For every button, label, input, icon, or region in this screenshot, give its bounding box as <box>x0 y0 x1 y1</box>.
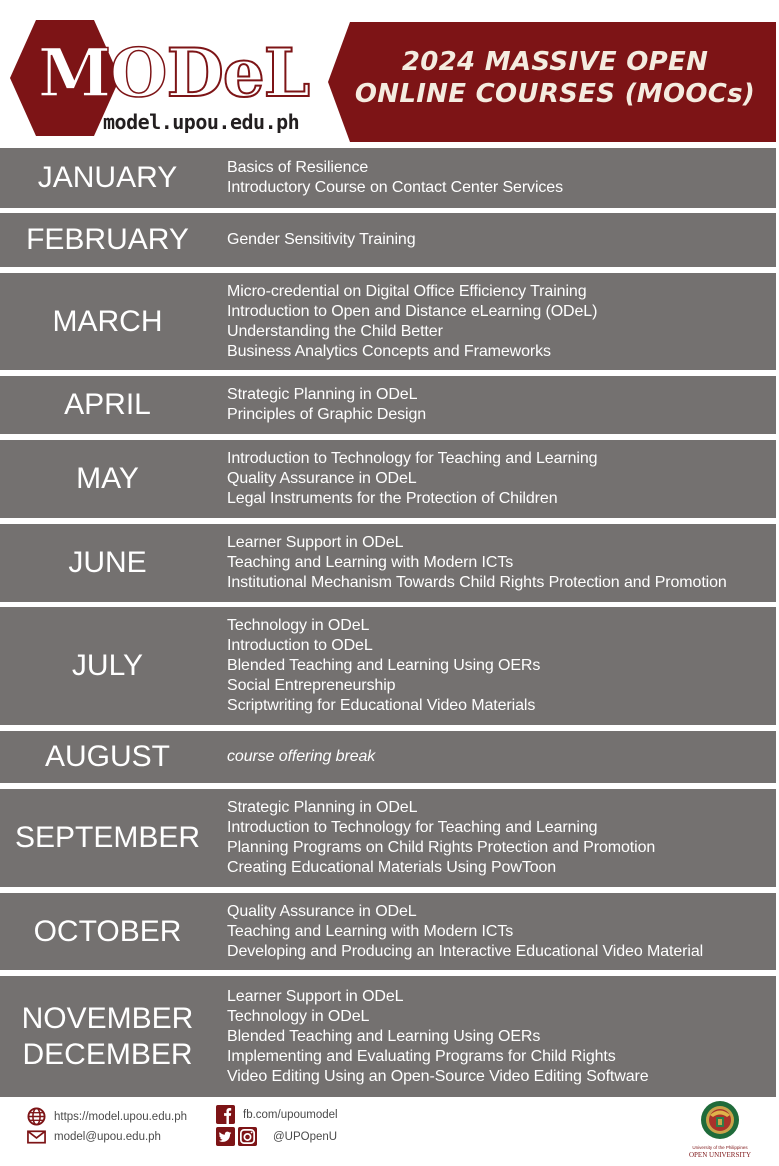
course-list <box>227 524 727 602</box>
website-url: https://model.upou.edu.ph <box>54 1110 187 1123</box>
course-list <box>227 789 655 887</box>
course-list <box>227 976 649 1097</box>
month-label: JULY <box>71 649 144 682</box>
course-item: Quality Assurance in ODeL <box>227 902 417 920</box>
course-break-note: course offering break <box>227 748 376 765</box>
course-list <box>227 376 426 434</box>
instagram-icon[interactable] <box>238 1127 257 1146</box>
course-list <box>227 440 597 518</box>
email-link[interactable] <box>27 1130 161 1144</box>
month-row-september <box>0 789 776 887</box>
course-item: Introduction to Technology for Teaching and Learning <box>227 450 598 467</box>
university-seal-icon <box>700 1100 740 1140</box>
course-item: Technology in ODeL <box>227 1007 370 1025</box>
facebook-link[interactable] <box>216 1105 338 1124</box>
course-item: Basics of Resilience <box>227 159 369 176</box>
course-item: Teaching and Learning with Modern ICTs <box>227 554 514 571</box>
course-item: Introductory Course on Contact Center Services <box>227 179 564 196</box>
month-label: JUNE <box>68 546 147 579</box>
course-item: Scriptwriting for Educational Video Materials <box>227 697 536 714</box>
course-item: Introduction to ODeL <box>227 637 373 654</box>
course-item: Teaching and Learning with Modern ICTs <box>227 922 514 940</box>
course-item: Legal Instruments for the Protection of Children <box>227 490 558 507</box>
title-line-1: 2024 MASSIVE OPEN <box>401 47 709 77</box>
course-item: Learner Support in ODeL <box>227 987 404 1005</box>
course-item: Quality Assurance in ODeL <box>227 470 417 487</box>
course-item: Video Editing Using an Open-Source Video Editing Software <box>227 1067 649 1085</box>
seal-caption-university: University of the Philippines <box>692 1145 748 1150</box>
month-label: AUGUST <box>44 740 170 773</box>
course-item: Strategic Planning in ODeL <box>227 386 418 403</box>
course-item: Introduction to Technology for Teaching and Learning <box>227 819 598 836</box>
month-label: FEBRUARY <box>26 223 189 256</box>
course-list <box>227 148 563 208</box>
month-label-december: DECEMBER <box>22 1037 193 1071</box>
seal-caption-open-university: OPEN UNIVERSITY <box>688 1151 752 1159</box>
month-label: OCTOBER <box>33 914 182 948</box>
month-label: MAY <box>76 462 139 495</box>
month-row-february <box>0 213 776 267</box>
email-address: model@upou.edu.ph <box>54 1131 161 1143</box>
course-list <box>227 607 540 725</box>
model-logo-wordmark <box>38 34 310 112</box>
up-open-university-seal <box>686 1100 754 1162</box>
logo-text-del: DeL <box>166 34 310 112</box>
month-row-august <box>0 731 776 783</box>
month-label: SEPTEMBER <box>14 821 201 854</box>
facebook-icon <box>216 1105 235 1124</box>
course-item: Implementing and Evaluating Programs for Child Rights <box>227 1047 616 1065</box>
course-item: Technology in ODeL <box>227 617 370 634</box>
title-line-2: ONLINE COURSES (MOOCs) <box>354 79 756 109</box>
course-item: Business Analytics Concepts and Frameworks <box>227 342 551 360</box>
course-item: Strategic Planning in ODeL <box>227 799 418 816</box>
course-item: Developing and Producing an Interactive Educational Video Material <box>227 942 704 960</box>
course-item: Blended Teaching and Learning Using OERs <box>227 657 541 674</box>
month-row-november-december <box>0 976 776 1097</box>
course-item: Understanding the Child Better <box>227 322 443 340</box>
course-item: Gender Sensitivity Training <box>227 231 416 248</box>
course-item: Creating Educational Materials Using PowToon <box>227 859 557 876</box>
month-row-march <box>0 273 776 370</box>
globe-icon <box>27 1107 46 1126</box>
course-item: Micro-credential on Digital Office Efficiency Training <box>227 282 587 300</box>
twitter-icon[interactable] <box>216 1127 235 1146</box>
month-label <box>0 976 215 1097</box>
month-label-november: NOVEMBER <box>21 1001 194 1035</box>
month-row-july <box>0 607 776 725</box>
course-item: Institutional Mechanism Towards Child Rights Protection and Promotion <box>227 574 727 591</box>
month-row-april <box>0 376 776 434</box>
course-list <box>227 731 375 783</box>
course-item: Blended Teaching and Learning Using OERs <box>227 1027 541 1045</box>
header <box>0 0 779 146</box>
month-row-may <box>0 440 776 518</box>
course-list <box>227 273 597 370</box>
website-link[interactable] <box>27 1107 187 1126</box>
page-title <box>340 46 770 110</box>
month-label: JANUARY <box>37 161 178 194</box>
month-row-june <box>0 524 776 602</box>
mail-icon <box>27 1130 46 1144</box>
course-list <box>227 213 416 267</box>
course-item: Social Entrepreneurship <box>227 677 396 694</box>
month-row-january <box>0 148 776 208</box>
course-item: Planning Programs on Child Rights Protection and Promotion <box>227 839 656 856</box>
month-row-october <box>0 893 776 970</box>
logo-url: model.upou.edu.ph <box>103 110 300 134</box>
course-item: Learner Support in ODeL <box>227 534 404 551</box>
month-label: APRIL <box>64 388 151 421</box>
facebook-handle: fb.com/upoumodel <box>243 1108 338 1121</box>
month-label: MARCH <box>52 304 163 338</box>
course-item: Principles of Graphic Design <box>227 406 427 423</box>
social-links[interactable] <box>216 1127 337 1146</box>
logo-text-mo: MO <box>38 34 167 112</box>
course-item: Introduction to Open and Distance eLearning (ODeL) <box>227 302 598 320</box>
course-list <box>227 893 703 970</box>
social-handle: @UPOpenU <box>273 1130 338 1143</box>
